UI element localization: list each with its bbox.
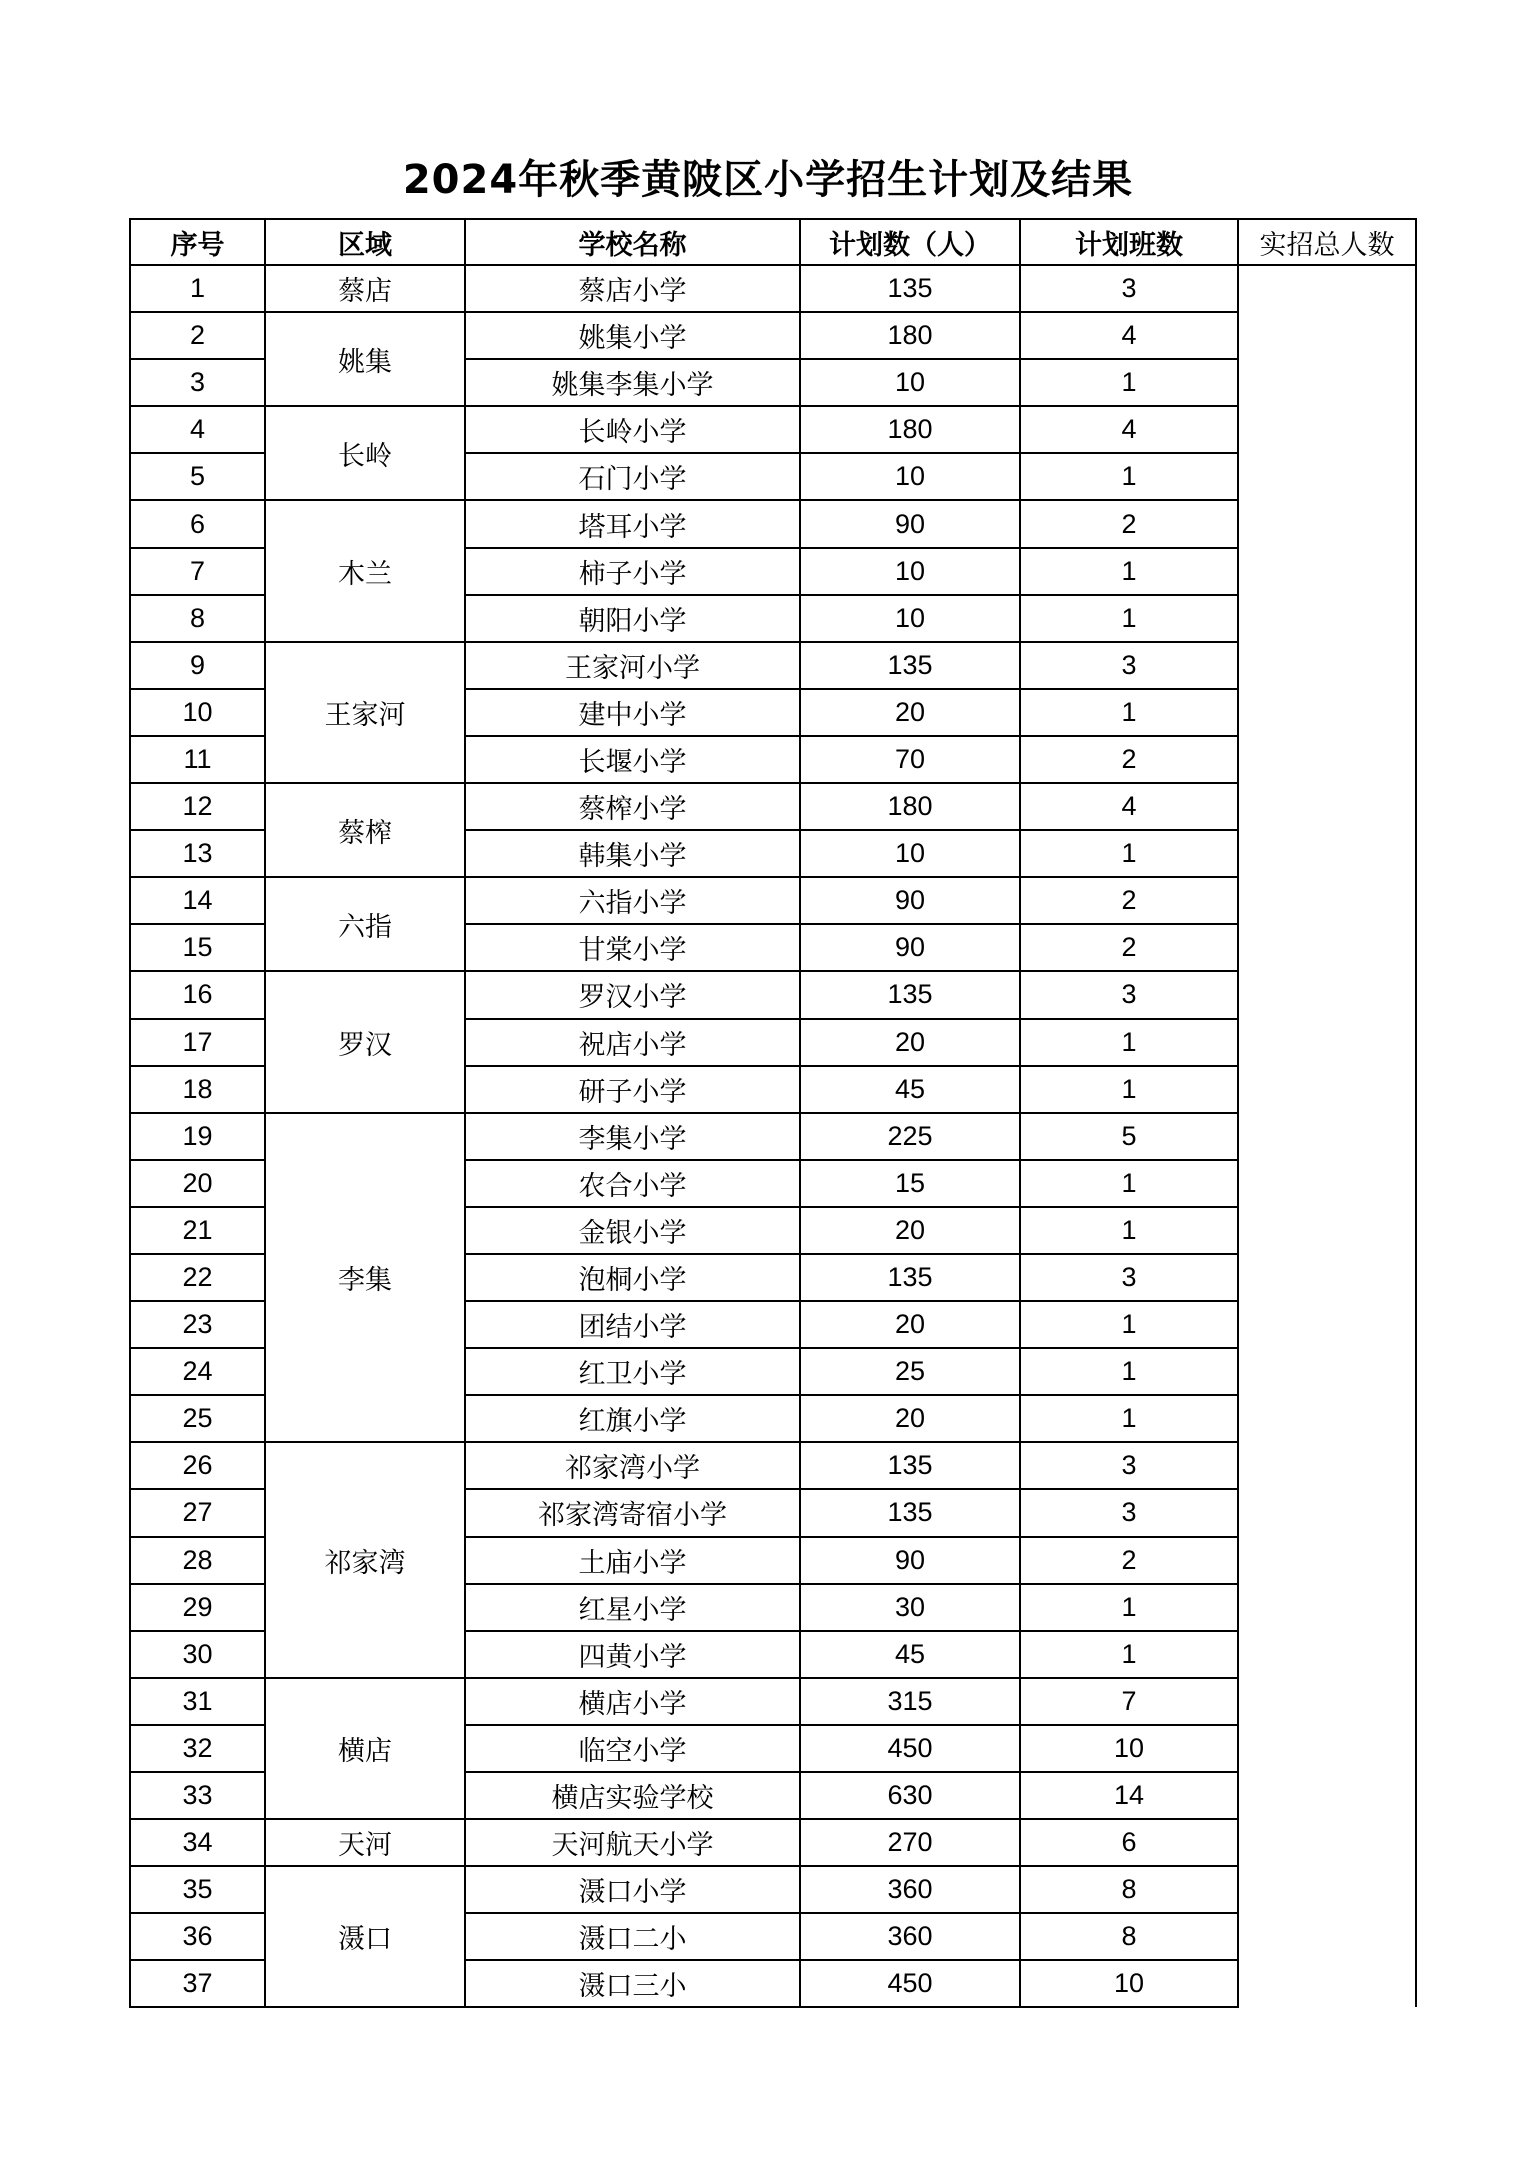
cell-classes: 4 [1020, 312, 1238, 359]
cell-actual-total [1238, 265, 1416, 2007]
cell-school: 朝阳小学 [465, 595, 800, 642]
cell-no: 25 [130, 1395, 265, 1442]
cell-classes: 1 [1020, 1631, 1238, 1678]
cell-plan: 30 [800, 1584, 1020, 1631]
cell-classes: 1 [1020, 1348, 1238, 1395]
table-row [130, 783, 1416, 830]
table-body [130, 265, 1416, 2007]
cell-classes: 1 [1020, 689, 1238, 736]
cell-no: 5 [130, 453, 265, 500]
cell-no: 22 [130, 1254, 265, 1301]
cell-plan: 135 [800, 642, 1020, 689]
cell-school: 建中小学 [465, 689, 800, 736]
table-row [130, 1819, 1416, 1866]
cell-classes: 3 [1020, 1254, 1238, 1301]
header-school: 学校名称 [465, 219, 800, 265]
cell-classes: 10 [1020, 1960, 1238, 2007]
cell-no: 4 [130, 406, 265, 453]
header-plan: 计划数（人） [800, 219, 1020, 265]
cell-plan: 90 [800, 924, 1020, 971]
cell-school: 红旗小学 [465, 1395, 800, 1442]
cell-classes: 8 [1020, 1866, 1238, 1913]
cell-classes: 3 [1020, 642, 1238, 689]
cell-plan: 135 [800, 1254, 1020, 1301]
cell-classes: 5 [1020, 1113, 1238, 1160]
cell-no: 3 [130, 359, 265, 406]
cell-plan: 25 [800, 1348, 1020, 1395]
cell-no: 7 [130, 548, 265, 595]
cell-plan: 10 [800, 359, 1020, 406]
cell-plan: 20 [800, 1207, 1020, 1254]
cell-no: 26 [130, 1442, 265, 1489]
cell-classes: 1 [1020, 1584, 1238, 1631]
cell-plan: 15 [800, 1160, 1020, 1207]
cell-classes: 1 [1020, 1207, 1238, 1254]
cell-no: 9 [130, 642, 265, 689]
cell-no: 31 [130, 1678, 265, 1725]
cell-area: 滠口 [265, 1866, 465, 2007]
cell-area: 李集 [265, 1113, 465, 1443]
cell-school: 红星小学 [465, 1584, 800, 1631]
cell-no: 16 [130, 971, 265, 1018]
cell-plan: 135 [800, 971, 1020, 1018]
cell-school: 六指小学 [465, 877, 800, 924]
cell-classes: 1 [1020, 453, 1238, 500]
cell-area: 蔡店 [265, 265, 465, 312]
cell-area: 天河 [265, 1819, 465, 1866]
cell-school: 蔡榨小学 [465, 783, 800, 830]
cell-area: 祁家湾 [265, 1442, 465, 1677]
cell-no: 27 [130, 1489, 265, 1536]
cell-school: 蔡店小学 [465, 265, 800, 312]
cell-no: 33 [130, 1772, 265, 1819]
cell-plan: 135 [800, 1489, 1020, 1536]
cell-area: 王家河 [265, 642, 465, 783]
cell-school: 农合小学 [465, 1160, 800, 1207]
cell-plan: 180 [800, 783, 1020, 830]
cell-school: 柿子小学 [465, 548, 800, 595]
cell-plan: 90 [800, 877, 1020, 924]
cell-area: 蔡榨 [265, 783, 465, 877]
cell-plan: 135 [800, 265, 1020, 312]
cell-plan: 20 [800, 689, 1020, 736]
cell-plan: 360 [800, 1913, 1020, 1960]
cell-plan: 450 [800, 1960, 1020, 2007]
cell-no: 17 [130, 1019, 265, 1066]
cell-school: 四黄小学 [465, 1631, 800, 1678]
cell-classes: 3 [1020, 1489, 1238, 1536]
table-row [130, 642, 1416, 689]
cell-no: 37 [130, 1960, 265, 2007]
cell-school: 研子小学 [465, 1066, 800, 1113]
cell-school: 祁家湾小学 [465, 1442, 800, 1489]
cell-classes: 2 [1020, 1537, 1238, 1584]
cell-school: 姚集小学 [465, 312, 800, 359]
cell-no: 2 [130, 312, 265, 359]
cell-plan: 360 [800, 1866, 1020, 1913]
cell-plan: 10 [800, 453, 1020, 500]
cell-no: 36 [130, 1913, 265, 1960]
cell-no: 34 [130, 1819, 265, 1866]
table-row [130, 1866, 1416, 1913]
cell-school: 天河航天小学 [465, 1819, 800, 1866]
cell-classes: 2 [1020, 924, 1238, 971]
cell-plan: 45 [800, 1631, 1020, 1678]
cell-school: 团结小学 [465, 1301, 800, 1348]
cell-plan: 135 [800, 1442, 1020, 1489]
cell-classes: 3 [1020, 1442, 1238, 1489]
table-row [130, 877, 1416, 924]
cell-plan: 315 [800, 1678, 1020, 1725]
cell-classes: 6 [1020, 1819, 1238, 1866]
cell-plan: 270 [800, 1819, 1020, 1866]
cell-classes: 1 [1020, 830, 1238, 877]
cell-classes: 1 [1020, 548, 1238, 595]
cell-classes: 1 [1020, 1160, 1238, 1207]
cell-area: 长岭 [265, 406, 465, 500]
cell-no: 10 [130, 689, 265, 736]
cell-no: 13 [130, 830, 265, 877]
cell-school: 王家河小学 [465, 642, 800, 689]
cell-plan: 45 [800, 1066, 1020, 1113]
cell-area: 木兰 [265, 500, 465, 641]
cell-classes: 1 [1020, 1395, 1238, 1442]
table-row [130, 1113, 1416, 1160]
cell-plan: 90 [800, 500, 1020, 547]
cell-no: 6 [130, 500, 265, 547]
cell-no: 30 [130, 1631, 265, 1678]
cell-classes: 7 [1020, 1678, 1238, 1725]
table-row [130, 1678, 1416, 1725]
cell-school: 土庙小学 [465, 1537, 800, 1584]
cell-no: 18 [130, 1066, 265, 1113]
cell-school: 姚集李集小学 [465, 359, 800, 406]
cell-classes: 2 [1020, 500, 1238, 547]
cell-classes: 14 [1020, 1772, 1238, 1819]
cell-classes: 3 [1020, 265, 1238, 312]
table-row [130, 1442, 1416, 1489]
page-title: 2024年秋季黄陂区小学招生计划及结果 [402, 157, 1134, 203]
cell-school: 石门小学 [465, 453, 800, 500]
header-no: 序号 [130, 219, 265, 265]
header-classes: 计划班数 [1020, 219, 1238, 265]
cell-no: 28 [130, 1537, 265, 1584]
cell-plan: 10 [800, 595, 1020, 642]
cell-plan: 90 [800, 1537, 1020, 1584]
cell-school: 塔耳小学 [465, 500, 800, 547]
cell-area: 六指 [265, 877, 465, 971]
cell-classes: 1 [1020, 595, 1238, 642]
cell-plan: 10 [800, 548, 1020, 595]
cell-no: 21 [130, 1207, 265, 1254]
cell-no: 8 [130, 595, 265, 642]
cell-school: 长堰小学 [465, 736, 800, 783]
cell-no: 23 [130, 1301, 265, 1348]
cell-plan: 630 [800, 1772, 1020, 1819]
cell-school: 韩集小学 [465, 830, 800, 877]
header-area: 区域 [265, 219, 465, 265]
cell-school: 罗汉小学 [465, 971, 800, 1018]
cell-area: 姚集 [265, 312, 465, 406]
cell-no: 29 [130, 1584, 265, 1631]
cell-no: 19 [130, 1113, 265, 1160]
cell-classes: 2 [1020, 877, 1238, 924]
cell-classes: 2 [1020, 736, 1238, 783]
cell-school: 祝店小学 [465, 1019, 800, 1066]
cell-no: 1 [130, 265, 265, 312]
cell-classes: 1 [1020, 1019, 1238, 1066]
cell-school: 祁家湾寄宿小学 [465, 1489, 800, 1536]
cell-plan: 20 [800, 1301, 1020, 1348]
cell-plan: 20 [800, 1395, 1020, 1442]
table-row [130, 500, 1416, 547]
cell-area: 横店 [265, 1678, 465, 1819]
cell-plan: 180 [800, 312, 1020, 359]
cell-school: 滠口小学 [465, 1866, 800, 1913]
cell-school: 横店实验学校 [465, 1772, 800, 1819]
cell-plan: 20 [800, 1019, 1020, 1066]
table-row [130, 406, 1416, 453]
cell-no: 15 [130, 924, 265, 971]
cell-classes: 3 [1020, 971, 1238, 1018]
cell-no: 12 [130, 783, 265, 830]
cell-area: 罗汉 [265, 971, 465, 1112]
cell-classes: 4 [1020, 783, 1238, 830]
cell-no: 20 [130, 1160, 265, 1207]
cell-school: 甘棠小学 [465, 924, 800, 971]
cell-classes: 10 [1020, 1725, 1238, 1772]
enrollment-plan-table [129, 218, 1417, 2008]
cell-plan: 70 [800, 736, 1020, 783]
table-header-row [130, 219, 1416, 265]
cell-plan: 225 [800, 1113, 1020, 1160]
cell-classes: 1 [1020, 359, 1238, 406]
cell-school: 横店小学 [465, 1678, 800, 1725]
cell-school: 滠口三小 [465, 1960, 800, 2007]
cell-school: 长岭小学 [465, 406, 800, 453]
cell-classes: 4 [1020, 406, 1238, 453]
cell-no: 35 [130, 1866, 265, 1913]
cell-school: 滠口二小 [465, 1913, 800, 1960]
cell-no: 24 [130, 1348, 265, 1395]
cell-school: 临空小学 [465, 1725, 800, 1772]
cell-classes: 1 [1020, 1301, 1238, 1348]
table-row [130, 971, 1416, 1018]
header-actual: 实招总人数 [1238, 219, 1416, 265]
cell-plan: 450 [800, 1725, 1020, 1772]
table-row [130, 265, 1416, 312]
cell-plan: 10 [800, 830, 1020, 877]
cell-school: 李集小学 [465, 1113, 800, 1160]
cell-school: 红卫小学 [465, 1348, 800, 1395]
cell-no: 14 [130, 877, 265, 924]
cell-school: 金银小学 [465, 1207, 800, 1254]
cell-school: 泡桐小学 [465, 1254, 800, 1301]
cell-plan: 180 [800, 406, 1020, 453]
table-row [130, 312, 1416, 359]
cell-classes: 1 [1020, 1066, 1238, 1113]
cell-classes: 8 [1020, 1913, 1238, 1960]
cell-no: 11 [130, 736, 265, 783]
cell-no: 32 [130, 1725, 265, 1772]
